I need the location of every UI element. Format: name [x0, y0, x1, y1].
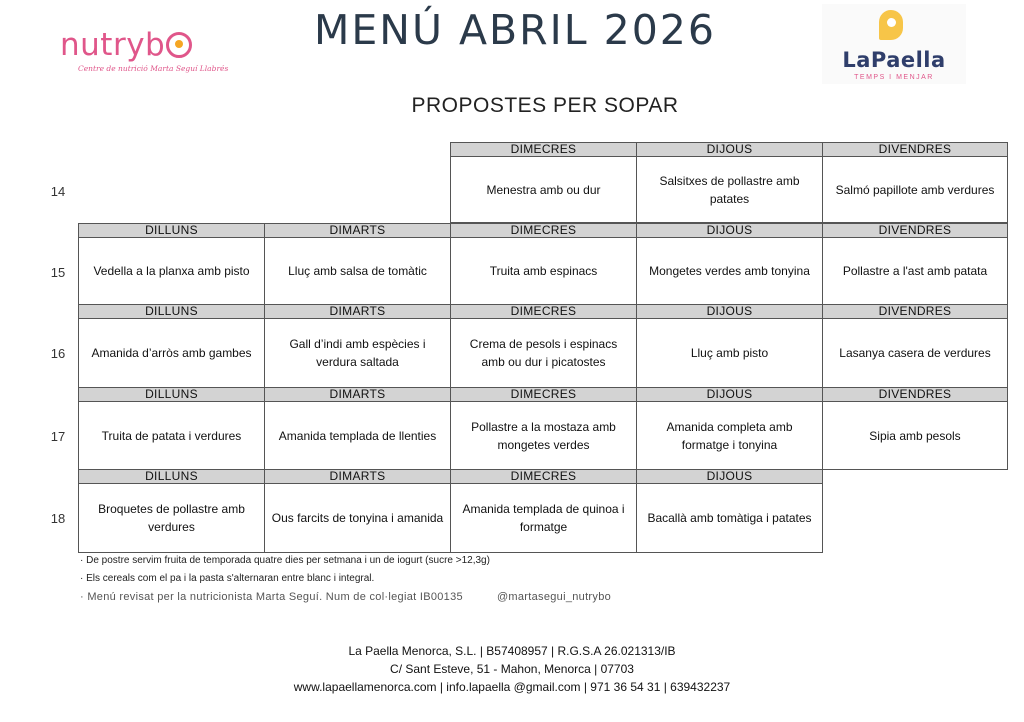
- weekday-header: DILLUNS: [78, 387, 265, 402]
- meal-cell: Lasanya casera de verdures: [822, 318, 1008, 388]
- meal-cell: Lluç amb pisto: [636, 318, 823, 388]
- weekday-header: DIVENDRES: [822, 304, 1008, 319]
- day-number: 15: [50, 265, 66, 280]
- weekday-header: DIMECRES: [450, 469, 637, 484]
- weekday-header: DIJOUS: [636, 304, 823, 319]
- weekday-header: DIJOUS: [636, 469, 823, 484]
- note-revised: · Menú revisat per la nutricionista Marta Seguí. Num de col·legiat IB00135: [80, 591, 463, 603]
- meal-cell: Lluç amb salsa de tomàtic: [264, 237, 451, 305]
- apple-icon: [166, 32, 192, 58]
- meal-cell: Pollastre a la mostaza amb mongetes verdes: [450, 401, 637, 470]
- note-dessert: · De postre servim fruita de temporada quatre dies per setmana i un de iogurt (sucre >12,3g): [80, 555, 490, 566]
- note-cereals: · Els cereals com el pa i la pasta s'alternaran entre blanc i integral.: [80, 573, 375, 584]
- meal-cell: Mongetes verdes amb tonyina: [636, 237, 823, 305]
- weekday-header: DIMECRES: [450, 223, 637, 238]
- paella-mark-icon: [879, 10, 909, 44]
- meal-cell: Broquetes de pollastre amb verdures: [78, 483, 265, 553]
- weekday-header: DIVENDRES: [822, 142, 1008, 157]
- day-number: 14: [50, 184, 66, 199]
- meal-cell: Bacallà amb tomàtiga i patates: [636, 483, 823, 553]
- social-handle: @martasegui_nutrybo: [496, 591, 612, 603]
- meal-cell: Crema de pesols i espinacs amb ou dur i picatostes: [450, 318, 637, 388]
- weekday-header: DIMECRES: [450, 304, 637, 319]
- meal-cell: Amanida completa amb formatge i tonyina: [636, 401, 823, 470]
- meal-cell: Salmó papillote amb verdures: [822, 156, 1008, 223]
- footer-company: La Paella Menorca, S.L. | B57408957 | R.G.S.A 26.021313/IB: [348, 644, 676, 658]
- weekday-header: DIJOUS: [636, 142, 823, 157]
- meal-cell: Sipia amb pesols: [822, 401, 1008, 470]
- weekday-header: DILLUNS: [78, 223, 265, 238]
- weekday-header: DIJOUS: [636, 387, 823, 402]
- meal-cell: Menestra amb ou dur: [450, 156, 637, 223]
- meal-cell: Amanida d’arròs amb gambes: [78, 318, 265, 388]
- notes: [80, 555, 611, 603]
- weekday-header: DIMARTS: [264, 304, 451, 319]
- logo-tagline: Centre de nutrició Marta Seguí Llabrés: [78, 64, 229, 73]
- meal-cell: Amanida templada de quinoa i formatge: [450, 483, 637, 553]
- footer: [0, 642, 1024, 696]
- weekday-header: DIMARTS: [264, 223, 451, 238]
- weekday-header: DILLUNS: [78, 304, 265, 319]
- lapaella-logo: [822, 4, 966, 84]
- weekday-header: DIMARTS: [264, 387, 451, 402]
- meal-cell: Truita amb espinacs: [450, 237, 637, 305]
- logo-tag: TEMPS I MENJAR: [854, 74, 934, 81]
- weekday-header: DIVENDRES: [822, 223, 1008, 238]
- weekday-header: DIMECRES: [450, 387, 637, 402]
- meal-cell: Salsitxes de pollastre amb patates: [636, 156, 823, 223]
- footer-address: C/ Sant Esteve, 51 - Mahon, Menorca | 07703: [390, 662, 634, 676]
- day-number: 18: [50, 511, 66, 526]
- page-subtitle: PROPOSTES PER SOPAR: [411, 94, 679, 117]
- meal-cell: Vedella a la planxa amb pisto: [78, 237, 265, 305]
- day-number: 16: [50, 346, 66, 361]
- day-number: 17: [50, 429, 66, 444]
- weekday-header: DIVENDRES: [822, 387, 1008, 402]
- weekday-header: DIMARTS: [264, 469, 451, 484]
- weekday-header: DIMECRES: [450, 142, 637, 157]
- meal-cell: Ous farcits de tonyina i amanida: [264, 483, 451, 553]
- weekday-header: DILLUNS: [78, 469, 265, 484]
- footer-contact: www.lapaellamenorca.com | info.lapaella @gmail.com | 971 36 54 31 | 639432237: [293, 680, 731, 694]
- logo-name: LaPaella: [842, 48, 946, 72]
- meal-cell: Amanida templada de llenties: [264, 401, 451, 470]
- weekday-header: DIJOUS: [636, 223, 823, 238]
- meal-cell: Pollastre a l'ast amb patata: [822, 237, 1008, 305]
- page-title: MENÚ ABRIL 2026: [314, 6, 716, 54]
- meal-cell: Truita de patata i verdures: [78, 401, 265, 470]
- meal-cell: Gall d’indi amb espècies i verdura saltada: [264, 318, 451, 388]
- nutrybo-logo: [60, 28, 230, 86]
- logo-word: nutryb: [60, 27, 166, 63]
